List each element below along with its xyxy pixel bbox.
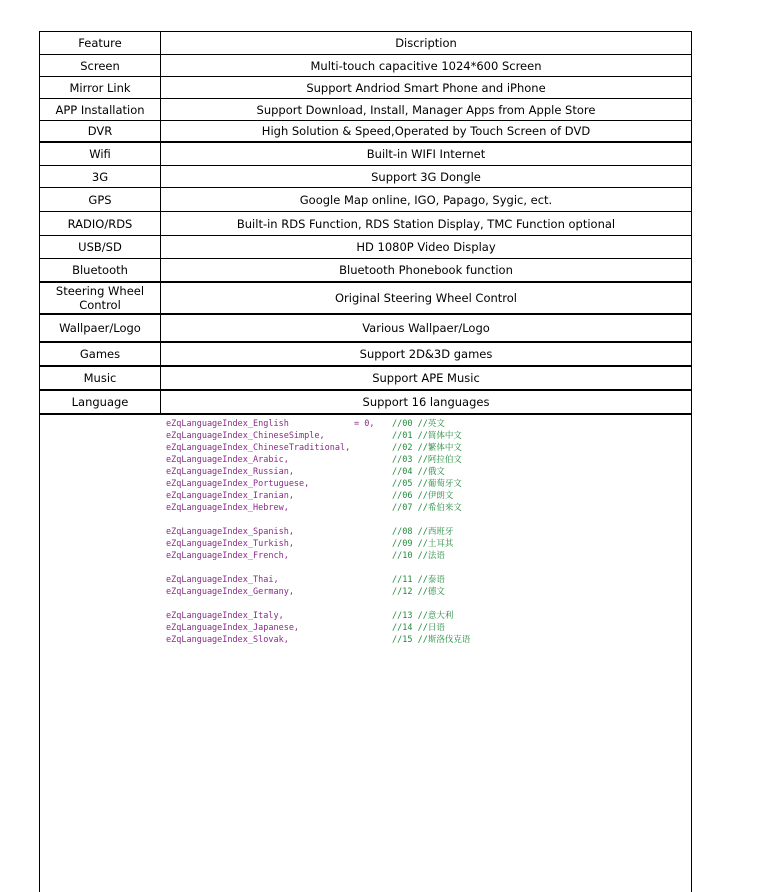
code-identifier: eZqLanguageIndex_Hebrew, <box>166 503 289 513</box>
feature-cell: Screen <box>40 55 161 76</box>
description-cell: Support Download, Install, Manager Apps from Apple Store <box>256 102 596 117</box>
code-line <box>166 430 496 442</box>
code-line <box>166 454 496 466</box>
code-assignment <box>354 454 392 466</box>
code-identifier: eZqLanguageIndex_ChineseSimple, <box>166 431 325 441</box>
description-cell: HD 1080P Video Display <box>356 240 496 254</box>
code-identifier: eZqLanguageIndex_Slovak, <box>166 635 289 645</box>
code-comment: //04 //俄文 <box>392 467 445 477</box>
code-comment: //15 //斯洛伐克语 <box>392 635 471 645</box>
description-cell: Bluetooth Phonebook function <box>339 263 513 277</box>
table-row <box>40 343 691 367</box>
code-gap <box>166 598 496 610</box>
code-assignment <box>354 502 392 514</box>
feature-cell: Music <box>40 367 161 389</box>
code-line <box>166 490 496 502</box>
description-cell: Support 3G Dongle <box>371 169 481 184</box>
feature-cell: APP Installation <box>40 99 161 120</box>
description-cell: Support 2D&3D games <box>359 347 493 361</box>
code-assignment: = 0, <box>354 419 375 429</box>
code-assignment <box>354 490 392 502</box>
description-cell: High Solution & Speed,Operated by Touch Screen of DVD <box>261 124 591 138</box>
code-comment: //02 //繁体中文 <box>392 443 462 453</box>
code-assignment <box>354 610 392 622</box>
code-line <box>166 502 496 514</box>
code-comment: //13 //意大利 <box>392 611 454 621</box>
code-assignment <box>354 442 392 454</box>
code-assignment <box>354 622 392 634</box>
code-line <box>166 466 496 478</box>
code-identifier: eZqLanguageIndex_Arabic, <box>166 455 289 465</box>
table-row <box>40 99 691 121</box>
feature-cell: Bluetooth <box>40 259 161 281</box>
feature-cell: Wifi <box>40 143 161 165</box>
table-row <box>40 166 691 188</box>
code-assignment <box>354 550 392 562</box>
table-row <box>40 391 691 415</box>
code-identifier: eZqLanguageIndex_Russian, <box>166 467 294 477</box>
code-assignment <box>354 466 392 478</box>
code-identifier: eZqLanguageIndex_Turkish, <box>166 539 294 549</box>
header-description: Discription <box>395 36 457 50</box>
code-assignment <box>354 478 392 490</box>
code-assignment <box>354 538 392 550</box>
description-cell: Built-in WIFI Internet <box>366 147 486 161</box>
code-line <box>166 586 496 598</box>
code-assignment <box>354 430 392 442</box>
code-identifier: eZqLanguageIndex_Thai, <box>166 575 279 585</box>
code-identifier: eZqLanguageIndex_Italy, <box>166 611 284 621</box>
code-comment: //03 //阿拉伯文 <box>392 455 462 465</box>
table-header-row <box>40 32 691 55</box>
code-line <box>166 526 496 538</box>
code-line <box>166 574 496 586</box>
code-identifier: eZqLanguageIndex_Iranian, <box>166 491 294 501</box>
table-row <box>40 212 691 236</box>
code-identifier: eZqLanguageIndex_Spanish, <box>166 527 294 537</box>
feature-cell: DVR <box>40 121 161 141</box>
description-cell: Support APE Music <box>372 371 480 385</box>
table-row <box>40 283 691 315</box>
table-row <box>40 259 691 283</box>
code-line <box>166 478 496 490</box>
feature-cell: Wallpaer/Logo <box>40 315 161 341</box>
code-identifier: eZqLanguageIndex_ChineseTraditional, <box>166 443 351 453</box>
table-row <box>40 315 691 343</box>
code-assignment <box>354 634 392 646</box>
header-feature: Feature <box>40 32 161 54</box>
code-line <box>166 418 496 430</box>
code-assignment <box>354 586 392 598</box>
description-cell: Google Map online, IGO, Papago, Sygic, ect. <box>299 192 553 207</box>
feature-cell: GPS <box>40 188 161 211</box>
feature-cell: Games <box>40 343 161 365</box>
code-gap <box>166 514 496 526</box>
table-row <box>40 143 691 166</box>
code-comment: //11 //泰语 <box>392 575 445 585</box>
code-line <box>166 610 496 622</box>
code-line <box>166 550 496 562</box>
code-comment: //00 //英文 <box>392 419 445 429</box>
code-comment: //01 //简体中文 <box>392 431 462 441</box>
code-comment: //07 //希伯来文 <box>392 503 462 513</box>
code-line <box>166 622 496 634</box>
code-gap <box>166 562 496 574</box>
code-line <box>166 538 496 550</box>
feature-cell: USB/SD <box>40 236 161 258</box>
table-row <box>40 77 691 99</box>
code-identifier: eZqLanguageIndex_French, <box>166 551 289 561</box>
code-comment: //05 //葡萄牙文 <box>392 479 462 489</box>
language-code-image <box>166 418 496 646</box>
feature-cell: RADIO/RDS <box>40 212 161 235</box>
code-line <box>166 634 496 646</box>
table-row <box>40 55 691 77</box>
feature-cell: Steering Wheel Control <box>40 283 161 313</box>
code-comment: //10 //法语 <box>392 551 445 561</box>
code-identifier: eZqLanguageIndex_Japanese, <box>166 623 300 633</box>
code-comment: //14 //日语 <box>392 623 445 633</box>
description-cell: Original Steering Wheel Control <box>334 291 517 305</box>
code-assignment <box>354 574 392 586</box>
description-cell: Multi-touch capacitive 1024*600 Screen <box>310 58 542 73</box>
table-row <box>40 188 691 212</box>
code-identifier: eZqLanguageIndex_Portuguese, <box>166 479 310 489</box>
description-cell: Support Andriod Smart Phone and iPhone <box>306 80 546 95</box>
feature-cell: Mirror Link <box>40 77 161 98</box>
description-cell: Built-in RDS Function, RDS Station Display, TMC Function optional <box>236 216 616 231</box>
feature-cell: Language <box>40 391 161 413</box>
table-row <box>40 236 691 259</box>
code-line <box>166 442 496 454</box>
code-comment: //12 //德文 <box>392 587 445 597</box>
code-assignment <box>354 526 392 538</box>
code-comment: //08 //西班牙 <box>392 527 454 537</box>
table-row <box>40 367 691 391</box>
description-cell: Various Wallpaer/Logo <box>362 321 490 335</box>
description-cell: Support 16 languages <box>362 395 490 409</box>
code-comment: //06 //伊朗文 <box>392 491 454 501</box>
code-comment: //09 //土耳其 <box>392 539 454 549</box>
code-identifier: eZqLanguageIndex_Germany, <box>166 587 294 597</box>
code-identifier: eZqLanguageIndex_English <box>166 419 289 429</box>
table-row <box>40 121 691 143</box>
feature-cell: 3G <box>40 166 161 187</box>
